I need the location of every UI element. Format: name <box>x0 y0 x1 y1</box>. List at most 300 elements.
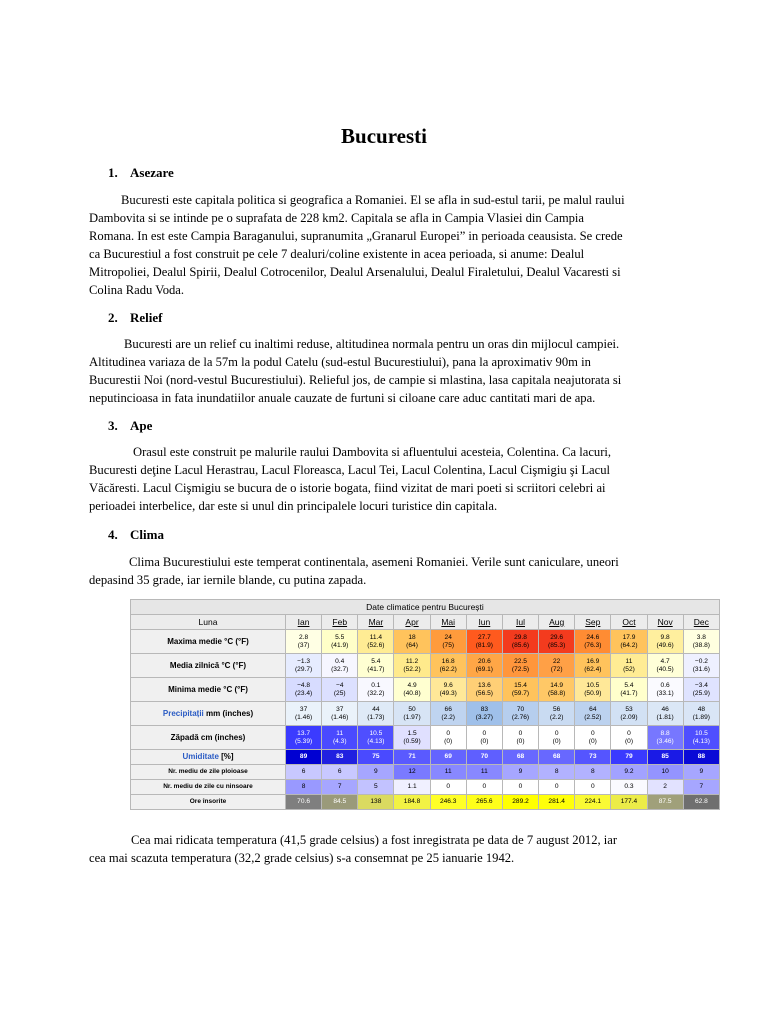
text-line: Bucuresti are un relief cu inaltimi reduse, altitudinea normala pentru un oras din mijlocul campiei. <box>124 337 620 351</box>
table-cell <box>502 765 538 780</box>
cell-value: −1.3 <box>297 657 311 665</box>
cell-value-secondary: (2.52) <box>584 713 602 721</box>
cell-value-secondary: (25) <box>333 689 346 697</box>
table-cell <box>430 726 466 750</box>
month-header[interactable]: Nov <box>647 615 683 630</box>
cell-value: 9.6 <box>443 681 453 689</box>
month-header[interactable]: Ian <box>286 615 322 630</box>
cell-value: 3.8 <box>696 633 706 641</box>
table-cell <box>539 795 575 810</box>
cell-value: 87.5 <box>658 798 672 805</box>
table-caption: Date climatice pentru București <box>131 600 720 615</box>
month-header[interactable]: Oct <box>611 615 647 630</box>
table-cell <box>683 702 719 726</box>
row-label: Media zilnică °C (°F) <box>131 654 286 678</box>
cell-value-secondary: (49.3) <box>439 689 457 697</box>
cell-value: 11 <box>444 768 452 775</box>
table-cell <box>394 780 430 795</box>
table-cell <box>466 795 502 810</box>
section-title: Asezare <box>130 165 174 180</box>
table-cell <box>575 780 611 795</box>
table-cell <box>683 678 719 702</box>
cell-value: 37 <box>299 705 308 713</box>
table-cell <box>539 780 575 795</box>
cell-value: 138 <box>370 798 382 805</box>
month-header[interactable]: Iul <box>502 615 538 630</box>
cell-value: 0.6 <box>660 681 670 689</box>
cell-value: 11.4 <box>369 633 383 641</box>
table-cell <box>322 750 358 765</box>
table-cell <box>358 702 394 726</box>
cell-value-secondary: (38.8) <box>692 641 710 649</box>
table-cell <box>358 654 394 678</box>
table-cell <box>575 765 611 780</box>
table-row <box>131 630 720 654</box>
text-line: depasind 35 grade, iar iernile blande, cu putina zapada. <box>89 573 367 587</box>
table-cell <box>683 780 719 795</box>
cell-value-secondary: (3.46) <box>656 737 674 745</box>
cell-value: 83 <box>480 705 489 713</box>
cell-value-secondary: (1.46) <box>294 713 313 721</box>
table-row <box>131 750 720 765</box>
month-header[interactable]: Mar <box>358 615 394 630</box>
cell-value: 14.9 <box>550 681 564 689</box>
climate-table <box>130 599 720 821</box>
table-cell <box>539 726 575 750</box>
table-cell <box>539 678 575 702</box>
cell-value-secondary: (2.2) <box>441 713 455 721</box>
table-cell <box>322 726 358 750</box>
cell-value-secondary: (3.27) <box>475 713 493 721</box>
cell-value: 0 <box>627 729 631 737</box>
cell-value: 70 <box>480 753 489 760</box>
table-cell <box>539 702 575 726</box>
cell-value: 17.9 <box>622 633 636 641</box>
cell-value: −4.8 <box>297 681 311 689</box>
text-line: Dambovita si se intinde pe o suprafata de 228 km2. Capitala se afla in Campia Vlasiei din Campia <box>89 211 584 225</box>
cell-value: 11 <box>480 768 488 775</box>
table-cell <box>466 702 502 726</box>
cell-value-secondary: (1.81) <box>656 713 674 721</box>
table-cell <box>539 750 575 765</box>
table-cell <box>683 726 719 750</box>
cell-value: 16.9 <box>586 657 600 665</box>
cell-value: 0 <box>590 729 595 737</box>
cell-value: 18 <box>408 633 416 641</box>
table-row <box>131 702 720 726</box>
text-line: Clima Bucurestiului este temperat continentala, asemeni Romaniei. Verile sunt caniculare, uneori <box>129 555 619 569</box>
table-cell <box>502 630 538 654</box>
cell-value-secondary: (52) <box>623 665 635 673</box>
cell-value: 5.4 <box>371 657 381 665</box>
cell-value: 8.8 <box>660 729 670 737</box>
section-heading-clima <box>108 527 164 543</box>
cell-value: 281.4 <box>548 798 565 805</box>
cell-value: 88 <box>697 753 706 760</box>
cell-value: 0 <box>518 783 523 790</box>
cell-value: 0 <box>482 783 487 790</box>
table-cell <box>502 678 538 702</box>
table-cell <box>466 780 502 795</box>
cell-value: 44 <box>372 705 380 713</box>
table-cell <box>575 678 611 702</box>
table-cell <box>394 750 430 765</box>
cell-value: 13.7 <box>297 729 310 737</box>
cell-value: 68 <box>553 753 561 760</box>
row-label: Zăpadă cm (inches) <box>131 726 286 750</box>
cell-value-secondary: (0) <box>624 737 634 745</box>
table-cell <box>683 654 719 678</box>
cell-value-secondary: (1.89) <box>692 713 710 721</box>
table-cell <box>683 750 719 765</box>
row-label: Minima medie °C (°F) <box>131 678 286 702</box>
cell-value: 20.6 <box>477 657 491 665</box>
cell-value-secondary: (29.7) <box>294 665 313 673</box>
cell-value: 5.4 <box>624 681 634 689</box>
text-line: neputincioasa in fata inundatiilor anuale cauzate de furtuni si ciloane care aduc cantitati mari de apa. <box>89 391 596 405</box>
table-cell <box>430 678 466 702</box>
row-label: Umiditate [%] <box>131 750 286 765</box>
cell-value-secondary: (1.73) <box>367 713 385 721</box>
table-row <box>131 726 720 750</box>
table-cell <box>394 765 430 780</box>
cell-value: 10.5 <box>369 729 383 737</box>
table-cell <box>430 765 466 780</box>
month-header[interactable]: Dec <box>683 615 719 630</box>
row-label-link[interactable]: Umiditate <box>182 752 219 761</box>
page-title: Bucuresti <box>341 124 427 148</box>
paragraph-relief <box>89 335 677 407</box>
table-cell <box>611 765 647 780</box>
row-label: Maxima medie °C (°F) <box>131 630 286 654</box>
month-header[interactable]: Aug <box>539 615 575 630</box>
table-cell <box>394 654 430 678</box>
table-row <box>131 678 720 702</box>
cell-value-secondary: (49.6) <box>656 641 674 649</box>
cell-value: 56 <box>553 705 561 713</box>
cell-value: 29.6 <box>550 633 564 641</box>
text-line: Bucuresti este capitala politica si geografica a Romaniei. El se afla in sud-estul tarii, pe malul raului <box>121 193 625 207</box>
cell-value: 8 <box>301 783 306 790</box>
cell-value: 177.4 <box>620 798 638 805</box>
table-cell <box>466 765 502 780</box>
cell-value: 6 <box>337 768 342 775</box>
cell-value: 0 <box>590 783 595 790</box>
table-cell <box>286 630 322 654</box>
cell-value: 0 <box>446 783 451 790</box>
table-cell <box>286 795 322 810</box>
table-cell <box>575 750 611 765</box>
cell-value: 71 <box>408 753 416 760</box>
cell-value: 9 <box>699 768 704 775</box>
section-title: Ape <box>130 418 153 433</box>
paragraph-ape <box>89 443 677 515</box>
cell-value: 0.3 <box>624 783 634 790</box>
cell-value: 2 <box>663 783 667 790</box>
table-cell <box>466 750 502 765</box>
cell-value-secondary: (41.7) <box>367 665 385 673</box>
cell-value-secondary: (40.8) <box>403 689 421 697</box>
text-line: Cea mai ridicata temperatura (41,5 grade celsius) a fost inregistrata pe data de 7 august 2012, iar <box>131 833 618 847</box>
table-row <box>131 795 720 810</box>
cell-value: 9.2 <box>624 768 634 775</box>
cell-value: 37 <box>336 705 344 713</box>
cell-value: 70.6 <box>297 798 310 805</box>
table-cell <box>575 654 611 678</box>
cell-value: 9 <box>518 768 523 775</box>
table-cell <box>358 795 394 810</box>
cell-value-secondary: (52.6) <box>367 641 385 649</box>
cell-value-secondary: (56.5) <box>475 689 493 697</box>
table-cell <box>611 702 647 726</box>
cell-value: 12 <box>408 768 416 775</box>
cell-value: 246.3 <box>439 798 457 805</box>
cell-value: 0 <box>554 729 559 737</box>
cell-value-secondary: (31.6) <box>692 665 710 673</box>
table-cell <box>647 780 683 795</box>
cell-value-secondary: (5.39) <box>294 737 313 745</box>
cell-value-secondary: (23.4) <box>294 689 313 697</box>
cell-value: 83 <box>336 753 344 760</box>
table-cell <box>394 678 430 702</box>
table-cell <box>466 678 502 702</box>
cell-value-secondary: (32.7) <box>331 665 349 673</box>
cell-value-secondary: (50.9) <box>584 689 602 697</box>
cell-value-secondary: (75) <box>442 641 455 649</box>
section-heading-asezare <box>108 165 174 181</box>
cell-value: 24 <box>444 633 452 641</box>
table-cell <box>647 750 683 765</box>
table-cell <box>647 795 683 810</box>
cell-value: 1.1 <box>407 783 417 790</box>
table-cell <box>358 780 394 795</box>
table-cell <box>358 765 394 780</box>
cell-value: 224.1 <box>584 798 602 805</box>
cell-value-secondary: (59.7) <box>511 689 530 697</box>
cell-value-secondary: (69.1) <box>475 665 493 673</box>
table-cell <box>430 795 466 810</box>
cell-value: 7 <box>337 783 342 790</box>
cell-value-secondary: (4.3) <box>332 737 347 745</box>
table-cell <box>358 630 394 654</box>
month-header[interactable]: Apr <box>394 615 430 630</box>
cell-value: 22.5 <box>514 657 527 665</box>
table-cell <box>647 765 683 780</box>
cell-value: 265.6 <box>476 798 493 805</box>
cell-value: 13.6 <box>477 681 491 689</box>
row-label-link[interactable]: Precipitații <box>162 708 204 718</box>
table-corner-label: Luna <box>131 615 286 630</box>
table-cell <box>286 702 322 726</box>
table-cell <box>502 654 538 678</box>
cell-value: 4.9 <box>407 681 417 689</box>
cell-value: 2.8 <box>298 633 309 641</box>
cell-value: 79 <box>625 753 633 760</box>
cell-value-secondary: (62.4) <box>584 665 602 673</box>
cell-value-secondary: (0) <box>588 737 597 745</box>
cell-value: 64 <box>589 705 597 713</box>
section-number: 3. <box>108 418 118 433</box>
text-line: Văcăresti. Lacul Cişmigiu se bucura de o istorie bogata, fiind vizitat de mari poeti si scriitori celebri ai <box>89 481 606 495</box>
table-cell <box>683 630 719 654</box>
cell-value-secondary: (85.3) <box>548 641 566 649</box>
table-cell <box>611 750 647 765</box>
cell-value-secondary: (72.5) <box>511 665 530 673</box>
table-cell <box>322 780 358 795</box>
cell-value: 11 <box>336 729 344 737</box>
cell-value-secondary: (4.13) <box>692 737 710 745</box>
cell-value-secondary: (85.6) <box>511 641 530 649</box>
cell-value: 5.5 <box>335 633 345 641</box>
table-cell <box>502 702 538 726</box>
cell-value-secondary: (2.2) <box>549 713 564 721</box>
table-cell <box>430 702 466 726</box>
table-cell <box>322 765 358 780</box>
table-cell <box>683 765 719 780</box>
cell-value: 9 <box>374 768 378 775</box>
table-cell <box>647 654 683 678</box>
table-row <box>131 765 720 780</box>
table-cell <box>611 654 647 678</box>
text-line: Altitudinea variaza de la 57m la podul Catelu (sud-estul Bucurestiului), pana la aproximativ 90m in <box>89 355 591 369</box>
cell-value: −3.4 <box>694 681 708 689</box>
cell-value-secondary: (64) <box>406 641 418 649</box>
text-line: Romana. In est este Campia Baraganului, supranumita „Granarul Europei” in perioada ceausista. Se crede <box>89 229 623 243</box>
text-line: ca Bucurestiul a fost construit pe cele 7 dealuri/coline existente in acea perioada, si anume: Dealul <box>89 247 585 261</box>
cell-value: 0 <box>446 729 451 737</box>
table-cell <box>502 726 538 750</box>
cell-value: 50 <box>408 705 416 713</box>
cell-value: 75 <box>372 753 380 760</box>
table-cell <box>286 765 322 780</box>
cell-value-secondary: (41.7) <box>620 689 638 697</box>
text-line: Bucurestii Noi (nord-vestul Bucurestiului). Relieful jos, de campie si mlastina, lasa capitala neajutorata si <box>89 373 622 387</box>
cell-value: 7 <box>699 783 704 790</box>
table-cell <box>611 726 647 750</box>
table-cell <box>575 630 611 654</box>
cell-value-secondary: (0) <box>516 737 525 745</box>
table-cell <box>683 795 719 810</box>
cell-value-secondary: (72) <box>550 665 563 673</box>
paragraph-closing <box>89 831 677 867</box>
month-header[interactable]: Mai <box>430 615 466 630</box>
table-cell <box>502 750 538 765</box>
table-cell <box>466 630 502 654</box>
section-heading-relief <box>108 310 162 326</box>
cell-value: 73 <box>589 753 597 760</box>
cell-value: −0.2 <box>694 657 708 665</box>
cell-value-secondary: (1.97) <box>403 713 421 721</box>
cell-value: 89 <box>299 753 308 760</box>
section-title: Clima <box>130 527 164 542</box>
table-cell <box>611 795 647 810</box>
text-line: Mitropoliei, Dealul Spirii, Dealul Cotrocenilor, Dealul Arsenalului, Dealul Firaletului, Dealul Vacaresti si <box>89 265 621 279</box>
cell-value: 184.8 <box>403 798 421 805</box>
cell-value: 29.8 <box>514 633 527 641</box>
table-cell <box>394 630 430 654</box>
cell-value-secondary: (64.2) <box>620 641 638 649</box>
cell-value: 53 <box>625 705 633 713</box>
cell-value-secondary: (2.76) <box>511 713 530 721</box>
cell-value: −4 <box>335 681 344 689</box>
section-number: 4. <box>108 527 118 542</box>
table-cell <box>539 765 575 780</box>
text-line: Bucuresti deţine Lacul Herastrau, Lacul Floreasca, Lacul Tei, Lacul Colentina, Lacul Cişmigiu şi Lacul <box>89 463 610 477</box>
cell-value: 4.7 <box>660 657 670 665</box>
row-label: Nr. mediu de zile cu ninsoare <box>131 780 286 795</box>
table-cell <box>575 795 611 810</box>
table-cell <box>575 702 611 726</box>
table-cell <box>286 678 322 702</box>
section-title: Relief <box>130 310 163 325</box>
paragraph-clima <box>89 553 677 589</box>
cell-value: 0 <box>554 783 559 790</box>
row-label: Precipitații mm (inches) <box>131 702 286 726</box>
cell-value: 1.5 <box>407 729 417 737</box>
cell-value: 69 <box>444 753 452 760</box>
text-line: Orasul este construit pe malurile raului Dambovita si afluentului acesteia, Colentina. Ca lacuri, <box>133 445 612 459</box>
text-line: Colina Radu Voda. <box>89 283 185 297</box>
cell-value: 68 <box>516 753 525 760</box>
cell-value: 16.8 <box>441 657 455 665</box>
cell-value-secondary: (4.13) <box>367 737 385 745</box>
cell-value-secondary: (2.09) <box>620 713 638 721</box>
table-cell <box>647 726 683 750</box>
month-header[interactable]: Sep <box>575 615 611 630</box>
cell-value: 10.5 <box>694 729 708 737</box>
table-cell <box>286 654 322 678</box>
cell-value: 85 <box>661 753 669 760</box>
table-cell <box>647 702 683 726</box>
table-cell <box>286 726 322 750</box>
table-cell <box>430 654 466 678</box>
month-header[interactable]: Feb <box>322 615 358 630</box>
table-row <box>131 654 720 678</box>
cell-value: 70 <box>516 705 525 713</box>
cell-value-secondary: (1.46) <box>331 713 349 721</box>
table-row <box>131 780 720 795</box>
cell-value-secondary: (37) <box>297 641 310 649</box>
cell-value: 5 <box>374 783 378 790</box>
cell-value-secondary: (33.1) <box>656 689 674 697</box>
table-cell <box>358 678 394 702</box>
table-cell <box>286 780 322 795</box>
table-cell <box>647 678 683 702</box>
cell-value-secondary: (0.59) <box>403 737 421 745</box>
month-header[interactable]: Iun <box>466 615 502 630</box>
text-line: cea mai scazuta temperatura (32,2 grade celsius) s-a consemnat pe 25 ianuarie 1942. <box>89 851 515 865</box>
cell-value: 10.5 <box>586 681 600 689</box>
cell-value-secondary: (25.9) <box>692 689 710 697</box>
table-cell <box>394 702 430 726</box>
table-cell <box>430 750 466 765</box>
cell-value: 15.4 <box>514 681 527 689</box>
table-cell <box>286 750 322 765</box>
table-cell <box>430 630 466 654</box>
cell-value: 0 <box>518 729 523 737</box>
section-number: 1. <box>108 165 118 180</box>
cell-value: 84.5 <box>333 798 347 805</box>
cell-value-secondary: (40.5) <box>656 665 674 673</box>
cell-value-secondary: (0) <box>480 737 489 745</box>
table-cell <box>611 630 647 654</box>
table-cell <box>430 780 466 795</box>
cell-value-secondary: (76.3) <box>584 641 602 649</box>
cell-value: 46 <box>661 705 669 713</box>
cell-value: 6 <box>301 768 306 775</box>
cell-value: 11 <box>625 657 633 665</box>
cell-value: 27.7 <box>477 633 491 641</box>
